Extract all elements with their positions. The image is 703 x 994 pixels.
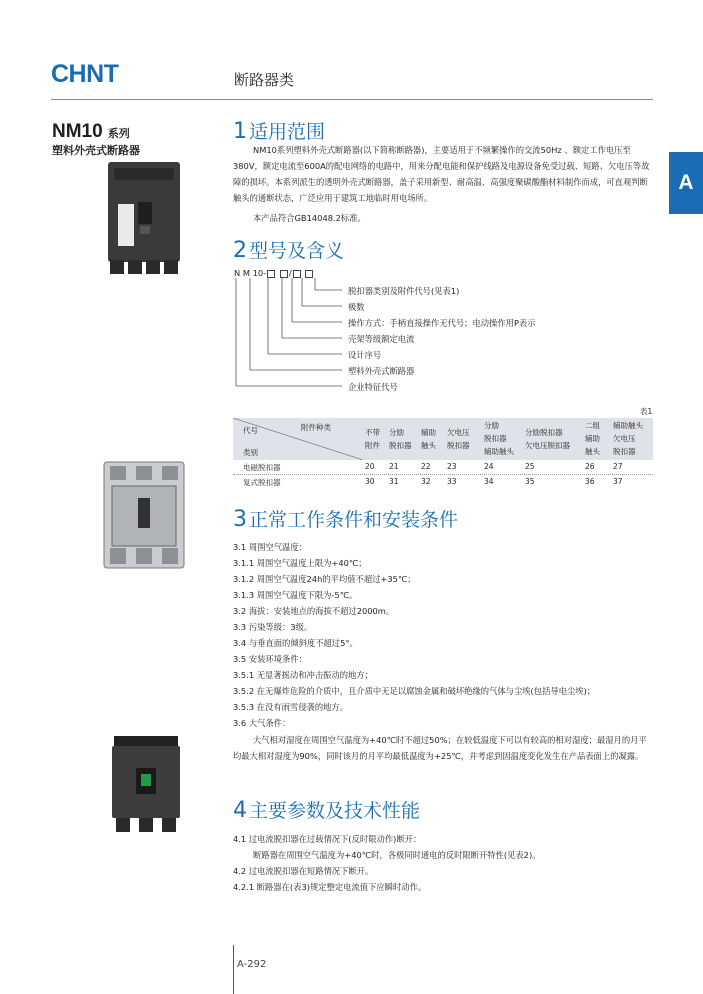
model-code-prefix: N M 10- bbox=[234, 268, 267, 278]
product-series: 系列 bbox=[107, 127, 130, 140]
model-code-label: 塑料外壳式断路器 bbox=[348, 366, 415, 376]
condition-line: 3.4 与垂直面的倾斜度不超过5°。 bbox=[233, 638, 358, 648]
section-4-heading bbox=[233, 796, 420, 823]
table-cell: 37 bbox=[613, 477, 623, 486]
chnt-logo: CHNT bbox=[51, 60, 119, 88]
section-tab[interactable]: A bbox=[669, 152, 703, 214]
condition-line: 3.3 污染等级：3级。 bbox=[233, 622, 313, 632]
section-3-title: 正常工作条件和安装条件 bbox=[249, 509, 459, 531]
table-row bbox=[233, 460, 653, 474]
table-cell: 20 bbox=[365, 462, 375, 471]
accessory-code-table bbox=[233, 418, 653, 489]
table-cell: 32 bbox=[421, 477, 431, 486]
condition-line: 3.5.1 无显著摇动和冲击振动的地方； bbox=[233, 670, 373, 680]
table-cell: 33 bbox=[447, 477, 457, 486]
model-code-label: 壳架等级额定电流 bbox=[348, 334, 415, 344]
table-header bbox=[233, 418, 653, 460]
section-2-number: 2 bbox=[233, 238, 247, 263]
breaker-image-transparent bbox=[100, 460, 188, 572]
header-col: 分励脱扣器 欠电压脱扣器 bbox=[525, 428, 570, 450]
param-line: 4.2.1 断路器在(表3)规定整定电流值下应瞬时动作。 bbox=[233, 882, 427, 892]
table-cell: 30 bbox=[365, 477, 375, 486]
section-1-paragraph: NM10系列塑料外壳式断路器(以下简称断路器)，主要适用于不频繁操作的交流50Hz 、额定工作电压至380V，额定电流至600A的配电网络的电路中，用来分配电能和保护线路及电源设备免受过载、短路、欠电压等故障的损坏。本系列派生的透明外壳式断路器，盖子采用新型、耐高温、高强度聚碳酸酯材料制作而成，可直观判断触头的通断状态，广泛应用于建筑工地临时用电场所。 bbox=[233, 145, 650, 203]
header-col: 辅助 触头 bbox=[421, 428, 436, 450]
header-col: 分励 脱扣器 bbox=[389, 428, 412, 450]
condition-line: 3.1.3 周围空气温度下限为-5℃。 bbox=[233, 590, 358, 600]
table-cell: 25 bbox=[525, 462, 535, 471]
atmosphere-paragraph: 大气相对湿度在周围空气温度为+40℃时不超过50%；在较低温度下可以有较高的相对湿度；最湿月的月平均最大相对湿度为90%，同时该月的月平均最低温度为+25℃，并考虑到因温度变化发生在产品表面上的凝露。 bbox=[233, 735, 647, 761]
condition-line: 3.1.1 周围空气温度上限为+40℃； bbox=[233, 558, 367, 568]
section-4-title: 主要参数及技术性能 bbox=[249, 800, 421, 822]
section-1-standard: 本产品符合GB14048.2标准。 bbox=[253, 213, 366, 223]
param-line: 4.1 过电流脱扣器在过载情况下(反时限动作)断开： bbox=[233, 834, 422, 844]
section-2-title: 型号及含义 bbox=[249, 240, 345, 262]
row-name: 电磁脱扣器 bbox=[243, 463, 281, 472]
model-code-label: 极数 bbox=[348, 302, 365, 312]
table-cell: 35 bbox=[525, 477, 535, 486]
product-subtitle: 塑料外壳式断路器 bbox=[52, 144, 140, 157]
table-cell: 36 bbox=[585, 477, 595, 486]
section-1-heading bbox=[233, 117, 325, 144]
condition-line: 3.6 大气条件： bbox=[233, 718, 291, 728]
condition-line: 3.5.3 在没有雨雪侵袭的地方。 bbox=[233, 702, 349, 712]
model-code-label: 操作方式：手柄直接操作无代号；电动操作用P表示 bbox=[348, 318, 536, 328]
footer-rule bbox=[233, 945, 234, 994]
table-cell: 34 bbox=[484, 477, 494, 486]
table-cell: 26 bbox=[585, 462, 595, 471]
table-caption: 表1 bbox=[640, 407, 653, 416]
model-code-leader-lines bbox=[230, 276, 350, 400]
section-3-heading bbox=[233, 505, 458, 532]
table-cell: 27 bbox=[613, 462, 623, 471]
row-name: 复式脱扣器 bbox=[243, 478, 281, 487]
condition-line: 3.2 海拔：安装地点的海拔不超过2000m。 bbox=[233, 606, 395, 616]
section-1-number: 1 bbox=[233, 119, 247, 144]
model-code-label: 脱扣器类别及附件代号(见表1) bbox=[348, 286, 460, 296]
model-code-label: 设计序号 bbox=[348, 350, 382, 360]
header-col: 二组 辅助 触头 bbox=[585, 421, 600, 456]
breaker-image-1 bbox=[104, 160, 184, 276]
table-cell: 23 bbox=[447, 462, 457, 471]
header-col: 不带 附件 bbox=[365, 428, 380, 450]
table-cell: 22 bbox=[421, 462, 431, 471]
section-2-heading bbox=[233, 236, 344, 263]
param-line: 断路器在周围空气温度为+40℃时，各极同时通电的反时限断开特性(见表2)。 bbox=[253, 850, 541, 860]
model-code-label: 企业特征代号 bbox=[348, 382, 398, 392]
header-col: 欠电压 脱扣器 bbox=[447, 428, 470, 450]
header-divider bbox=[51, 99, 653, 100]
header-code: 代号 bbox=[243, 426, 258, 435]
condition-line: 3.1 周围空气温度： bbox=[233, 542, 307, 552]
condition-line: 3.1.2 周围空气温度24h的平均值不超过+35℃； bbox=[233, 574, 416, 584]
condition-line: 3.5 安装环境条件： bbox=[233, 654, 307, 664]
header-category: 类别 bbox=[243, 448, 258, 457]
section-3-number: 3 bbox=[233, 507, 247, 532]
section-1-title: 适用范围 bbox=[249, 121, 326, 143]
table-cell: 31 bbox=[389, 477, 399, 486]
section-4-number: 4 bbox=[233, 798, 247, 823]
page-category: 断路器类 bbox=[234, 71, 295, 89]
product-title bbox=[52, 122, 130, 144]
table-cell: 24 bbox=[484, 462, 494, 471]
table-cell: 21 bbox=[389, 462, 399, 471]
table-row bbox=[233, 474, 653, 489]
param-line: 4.2 过电流脱扣器在短路情况下断开。 bbox=[233, 866, 374, 876]
condition-line: 3.5.2 在无爆炸危险的介质中，且介质中无足以腐蚀金属和破坏绝缘的气体与尘埃(包括导电尘埃)； bbox=[233, 686, 596, 696]
header-col: 分励 脱扣器 辅助触头 bbox=[484, 421, 514, 456]
header-col: 辅助触头 欠电压 脱扣器 bbox=[613, 421, 643, 456]
product-model: NM10 bbox=[52, 121, 103, 142]
breaker-image-3 bbox=[110, 734, 182, 834]
header-accessory: 附件种类 bbox=[301, 423, 331, 432]
model-code-slash: / bbox=[288, 268, 292, 278]
page-number: A-292 bbox=[237, 959, 267, 970]
